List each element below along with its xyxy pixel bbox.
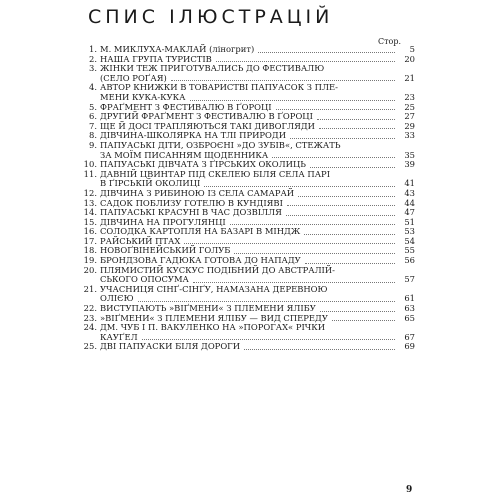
- dot-leader: [258, 52, 395, 53]
- item-page: 47: [404, 207, 415, 218]
- page-number: 9: [406, 485, 413, 495]
- item-page: 5: [409, 44, 415, 54]
- item-title: ДАВНІЙ ЦВИНТАР ПІД СКЕЛЕЮ БІЛЯ СЕЛА ПАРІ: [100, 168, 331, 179]
- item-page: 21: [404, 72, 415, 83]
- item-page: 69: [404, 341, 415, 352]
- list-item: [83, 64, 415, 83]
- item-title: АВТОР КНИЖКИ В ТОВАРИСТВІ ПАПУАСОК З ПЛЕ-: [100, 82, 338, 93]
- item-page: 65: [404, 312, 415, 323]
- item-title: ПАПУАСЬКІ КРАСУНІ В ЧАС ДОЗВІЛЛЯ: [100, 207, 282, 218]
- dot-leader: [190, 100, 395, 101]
- dot-leader: [287, 205, 395, 206]
- item-title: ДРУГИЙ ФРАҐМЕНТ З ФЕСТИВАЛЮ В ҐОРОЦІ: [100, 111, 313, 122]
- list-item: [83, 141, 415, 160]
- page-column-label: Стор.: [378, 37, 402, 46]
- item-title: РАЙСЬКИЙ ПТАХ: [100, 235, 181, 246]
- dot-leader: [230, 224, 395, 225]
- item-title: »ВІҐМЕНИ« З ПЛЕМЕНИ ЯЛІБУ — ВИД СПЕРЕДУ: [100, 312, 328, 323]
- item-number: 1.: [89, 44, 97, 54]
- dot-leader: [234, 253, 395, 254]
- item-number: 2.: [89, 53, 97, 64]
- item-number: 20.: [83, 264, 97, 275]
- page-title: СПИС ІЛЮСТРАЦІЙ: [88, 6, 334, 28]
- item-page: 57: [404, 274, 415, 285]
- item-number: 13.: [83, 197, 97, 208]
- list-item: [83, 285, 415, 304]
- item-title: ВИСТУПАЮТЬ »ВІҐМЕНИ« З ПЛЕМЕНИ ЯЛІБУ: [100, 303, 316, 314]
- list-item: [83, 266, 415, 285]
- item-number: 5.: [89, 101, 97, 112]
- dot-leader: [276, 109, 395, 110]
- dot-leader: [319, 128, 395, 129]
- item-title: СОЛОДКА КАРТОПЛЯ НА БАЗАРІ В МІНДЖ: [100, 226, 301, 237]
- item-number: 25.: [83, 341, 97, 352]
- illustration-list: [83, 45, 415, 352]
- item-title: ОЛІЄЮ: [100, 293, 134, 304]
- item-number: 12.: [83, 187, 97, 198]
- dot-leader: [320, 311, 395, 312]
- item-title: ЗА МОЇМ ПИСАННЯМ ЩОДЕННИКА: [100, 149, 269, 160]
- item-title: БРОНДЗОВА ГАДЮКА ГОТОВА ДО НАПАДУ: [100, 255, 301, 266]
- item-title: ПЛЯМИСТИЙ КУСКУС ПОДІБНИЙ ДО АВСТРАЛІЙ-: [100, 264, 335, 275]
- item-title: КАУҐЕЛ: [100, 331, 138, 342]
- item-page: 63: [404, 303, 415, 314]
- dot-leader: [286, 215, 395, 216]
- item-page: 67: [404, 331, 415, 342]
- item-title: ПАПУАСЬКІ ДІТИ, ОЗБРОЄНІ »ДО ЗУБІВ«, СТЕЖАТЬ: [100, 139, 341, 150]
- item-number: 9.: [89, 139, 97, 150]
- item-page: 41: [404, 178, 415, 189]
- dot-leader: [138, 301, 395, 302]
- item-page: 27: [404, 111, 415, 122]
- dot-leader: [171, 80, 395, 81]
- item-number: 15.: [83, 216, 97, 227]
- dot-leader: [317, 119, 395, 120]
- item-title: М. МИКЛУХА-МАКЛАЙ (ліногрит): [100, 44, 255, 54]
- dot-leader: [272, 157, 395, 158]
- item-title: МЕНИ КУКА-КУКА: [100, 91, 186, 102]
- list-item: [83, 83, 415, 102]
- item-title: ЩЕ Й ДОСІ ТРАПЛЯЮТЬСЯ ТАКІ ДИВОГЛЯДИ: [100, 120, 315, 131]
- item-number: 16.: [83, 226, 97, 237]
- dot-leader: [193, 282, 395, 283]
- item-page: 54: [404, 235, 415, 246]
- item-page: 39: [404, 159, 415, 170]
- dot-leader: [298, 196, 395, 197]
- item-title: НОВОҐВІНЕЙСЬКИЙ ГОЛУБ: [100, 245, 231, 256]
- item-number: 7.: [89, 120, 97, 131]
- list-item: [83, 170, 415, 189]
- item-page: 53: [404, 226, 415, 237]
- item-number: 18.: [83, 245, 97, 256]
- list-item: [83, 323, 415, 342]
- item-number: 6.: [89, 111, 97, 122]
- dot-leader: [332, 320, 395, 321]
- item-page: 44: [404, 197, 415, 208]
- item-page: 20: [404, 53, 415, 64]
- item-page: 35: [404, 149, 415, 160]
- item-title: (СЕЛО РОҐАЯ): [100, 72, 167, 83]
- dot-leader: [204, 186, 395, 187]
- dot-leader: [305, 263, 395, 264]
- item-title: ФРАҐМЕНТ З ФЕСТИВАЛЮ В ҐОРОЦІ: [100, 101, 272, 112]
- item-title: УЧАСНИЦЯ СІНҐ-СІНҐУ, НАМАЗАНА ДЕРЕВНОЮ: [100, 283, 328, 294]
- item-page: 61: [404, 293, 415, 304]
- item-number: 4.: [89, 82, 97, 93]
- item-title: ДІВЧИНА З РИБИНОЮ ІЗ СЕЛА САМАРАЙ: [100, 187, 295, 198]
- item-title: ЖІНКИ ТЕЖ ПРИГОТУВАЛИСЬ ДО ФЕСТИВАЛЮ: [100, 63, 325, 74]
- item-number: 21.: [83, 283, 97, 294]
- item-title: НАША ГРУПА ТУРИСТІВ: [100, 53, 212, 64]
- item-title: СЬКОГО ОПОСУМА: [100, 274, 189, 285]
- item-title: САДОК ПОБЛИЗУ ГОТЕЛЮ В КУНДІЯВІ: [100, 197, 283, 208]
- item-number: 14.: [83, 207, 97, 218]
- item-page: 56: [404, 255, 415, 266]
- item-number: 10.: [83, 159, 97, 170]
- dot-leader: [216, 61, 395, 62]
- item-number: 24.: [83, 322, 97, 333]
- item-page: 25: [404, 101, 415, 112]
- dot-leader: [142, 339, 395, 340]
- item-page: 29: [404, 120, 415, 131]
- item-number: 3.: [89, 63, 97, 74]
- item-page: 51: [404, 216, 415, 227]
- item-number: 11.: [83, 168, 97, 179]
- item-title: ДВІ ПАПУАСКИ БІЛЯ ДОРОГИ: [100, 341, 241, 352]
- item-number: 22.: [83, 303, 97, 314]
- list-item: [83, 342, 415, 352]
- item-number: 17.: [83, 235, 97, 246]
- dot-leader: [304, 234, 395, 235]
- item-number: 23.: [83, 312, 97, 323]
- item-page: 33: [404, 130, 415, 141]
- item-page: 23: [404, 91, 415, 102]
- item-page: 43: [404, 187, 415, 198]
- item-title: ДІВЧИНА-ШКОЛЯРКА НА ТЛІ ПРИРОДИ: [100, 130, 287, 141]
- item-number: 8.: [89, 130, 97, 141]
- dot-leader: [290, 138, 395, 139]
- dot-leader: [244, 349, 395, 350]
- item-title: ПАПУАСЬКІ ДІВЧАТА З ҐІРСЬКИХ ОКОЛИЦЬ: [100, 159, 306, 170]
- item-number: 19.: [83, 255, 97, 266]
- dot-leader: [310, 167, 395, 168]
- item-title: ДМ. ЧУБ І П. ВАКУЛЕНКО НА »ПОРОГАХ« РІЧКИ: [100, 322, 326, 333]
- item-page: 55: [404, 245, 415, 256]
- item-title: В ҐІРСЬКІЙ ОКОЛИЦІ: [100, 178, 201, 189]
- item-title: ДІВЧИНА НА ПРОГУЛЯНЦІ: [100, 216, 226, 227]
